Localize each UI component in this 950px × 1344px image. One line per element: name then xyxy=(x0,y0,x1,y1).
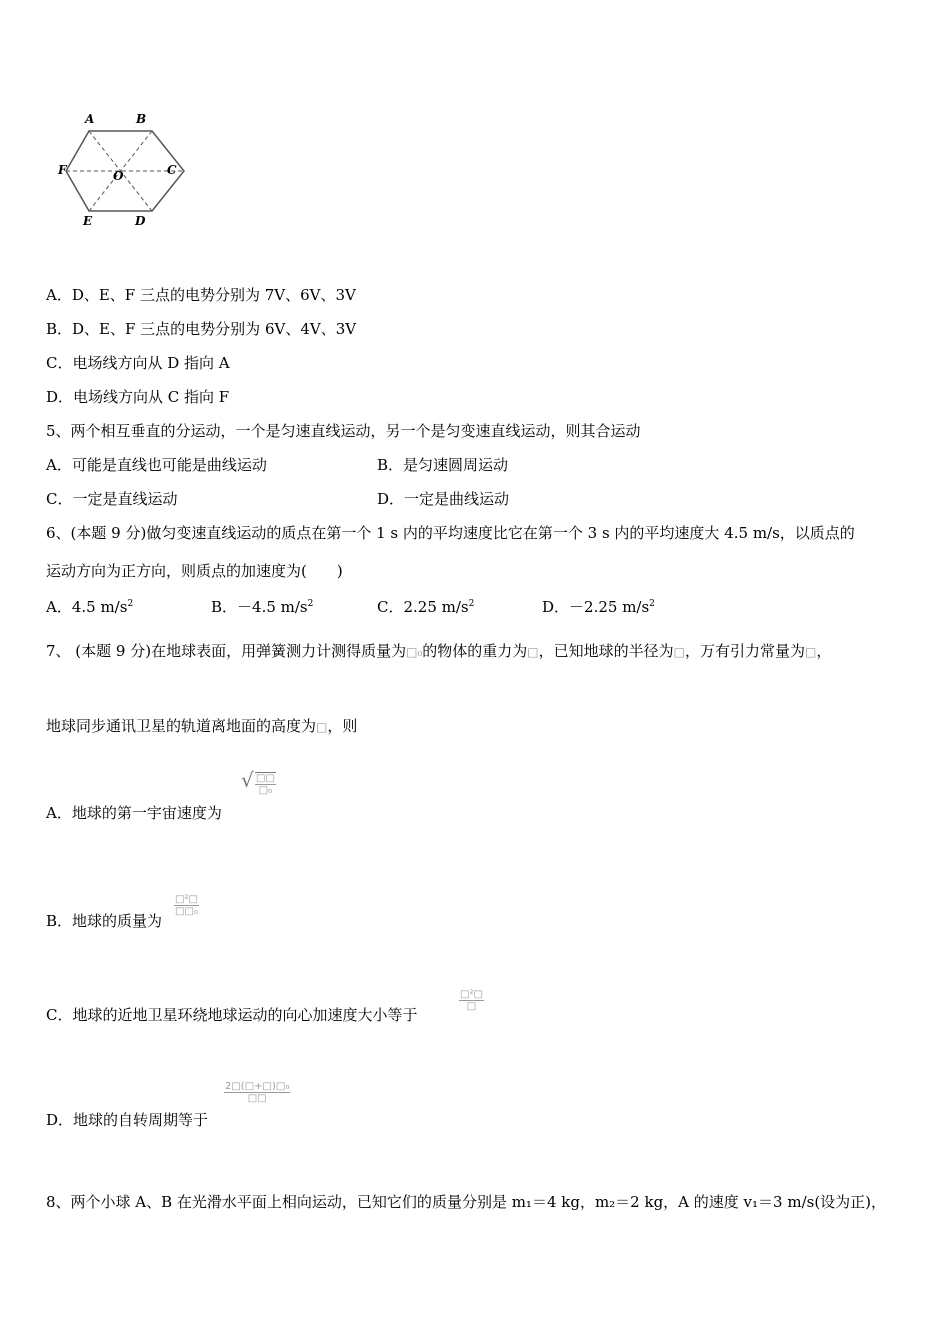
q6-option-c-text: C．2.25 m/s xyxy=(377,598,469,616)
q6-option-c-sup: 2 xyxy=(468,599,475,609)
label-B: B xyxy=(136,112,147,126)
q6-stem-line2: 运动方向为正方向，则质点的加速度为( ) xyxy=(46,562,343,580)
q4-option-c: C．电场线方向从 D 指向 A xyxy=(46,354,230,372)
q6-option-b-sup: 2 xyxy=(307,599,314,609)
q7-option-b: B．地球的质量为 xyxy=(46,912,163,930)
q7-text: ，万有引力常量为 xyxy=(684,642,805,660)
q6-stem-line1: 6、(本题 9 分)做匀变速直线运动的质点在第一个 1 s 内的平均速度比它在第一个 3 s 内的平均速度大 4.5 m/s，以质点的 xyxy=(46,524,855,542)
q7-text: 7、 (本题 9 分)在地球表面，用弹簧测力计测得质量为 xyxy=(46,642,407,660)
hexagon-figure xyxy=(55,108,190,233)
formula-a xyxy=(255,772,276,796)
q6-option-d-text: D．－2.25 m/s xyxy=(542,598,650,616)
q5-option-a: A．可能是直线也可能是曲线运动 xyxy=(46,456,267,474)
formula-placeholder: □ xyxy=(673,645,685,659)
q7-text: 的物体的重力为 xyxy=(422,642,528,660)
q7-text: ， xyxy=(816,642,832,660)
q6-option-d xyxy=(542,594,655,617)
q6-option-b xyxy=(211,594,313,617)
q7-stem-line2 xyxy=(46,716,357,737)
formula-c-denominator: □ xyxy=(466,1001,477,1012)
formula-b-denominator: □□₀ xyxy=(175,906,198,917)
q5-option-b: B．是匀速圆周运动 xyxy=(377,456,509,474)
q4-option-a: A．D、E、F 三点的电势分别为 7V、6V、3V xyxy=(46,286,356,304)
q6-option-d-sup: 2 xyxy=(649,599,655,609)
formula-d xyxy=(224,1081,290,1104)
q4-option-b: B．D、E、F 三点的电势分别为 6V、4V、3V xyxy=(46,320,357,338)
q7-text: 地球同步通讯卫星的轨道离地面的高度为 xyxy=(46,717,317,735)
label-F: F xyxy=(58,163,67,177)
formula-placeholder: □ xyxy=(527,645,539,659)
q5-stem: 5、两个相互垂直的分运动，一个是匀速直线运动，另一个是匀变速直线运动，则其合运动 xyxy=(46,422,641,440)
sqrt-sign: √ xyxy=(241,768,254,792)
formula-c xyxy=(459,989,484,1012)
q6-option-c xyxy=(377,594,474,617)
q4-option-d: D．电场线方向从 C 指向 F xyxy=(46,388,230,406)
label-O: O xyxy=(113,169,124,183)
q7-option-a: A．地球的第一宇宙速度为 xyxy=(46,804,222,822)
q5-option-c: C．一定是直线运动 xyxy=(46,490,178,508)
label-D: D xyxy=(135,214,146,228)
label-A: A xyxy=(85,112,95,126)
label-E: E xyxy=(83,214,93,228)
formula-a-numerator: □□ xyxy=(256,773,275,784)
q6-option-a-text: A．4.5 m/s xyxy=(46,598,128,616)
formula-b xyxy=(174,894,199,917)
q8-stem: 8、两个小球 A、B 在光滑水平面上相向运动，已知它们的质量分别是 m₁＝4 kg，m₂＝2 kg，A 的速度 v₁＝3 m/s(设为正)， xyxy=(46,1193,887,1211)
formula-b-numerator: □²□ xyxy=(175,894,198,905)
formula-placeholder: □₀ xyxy=(406,645,423,659)
formula-placeholder: □ xyxy=(316,720,328,734)
q7-option-d: D．地球的自转周期等于 xyxy=(46,1111,209,1129)
formula-a-denominator: □₀ xyxy=(258,785,273,796)
q7-text: ，已知地球的半径为 xyxy=(538,642,674,660)
q7-stem-line1 xyxy=(46,641,831,662)
label-C: C xyxy=(167,163,177,177)
q7-option-c: C．地球的近地卫星环绕地球运动的向心加速度大小等于 xyxy=(46,1006,418,1024)
q5-option-d: D．一定是曲线运动 xyxy=(377,490,510,508)
formula-d-numerator: 2□(□+□)□₀ xyxy=(225,1081,290,1092)
q6-option-b-text: B．－4.5 m/s xyxy=(211,598,308,616)
formula-placeholder: □ xyxy=(805,645,817,659)
q7-text: ，则 xyxy=(327,717,358,735)
formula-d-denominator: □□ xyxy=(247,1093,267,1104)
q6-option-a-sup: 2 xyxy=(127,599,134,609)
formula-c-numerator: □²□ xyxy=(460,989,483,1000)
q6-option-a xyxy=(46,594,133,617)
